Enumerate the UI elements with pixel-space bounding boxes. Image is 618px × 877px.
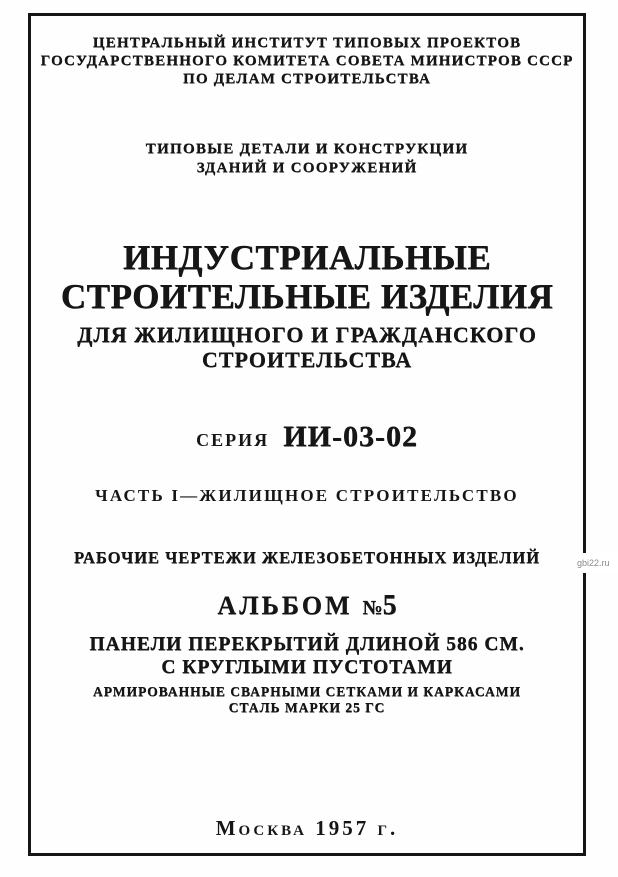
org-header-line3: ПО ДЕЛАМ СТРОИТЕЛЬСТВА	[182, 71, 432, 87]
imprint-city-year: Москва 1957 г.	[215, 816, 399, 840]
org-header	[28, 34, 586, 88]
main-title	[28, 238, 586, 316]
album-label: АЛЬБОМ	[217, 591, 353, 620]
main-title-line1: ИНДУСТРИАЛЬНЫЕ	[122, 238, 492, 277]
part-line: ЧАСТЬ I—ЖИЛИЩНОЕ СТРОИТЕЛЬСТВО	[95, 486, 519, 505]
main-subtitle-line2: СТРОИТЕЛЬСТВА	[201, 347, 413, 372]
series-code: ИИ-03-02	[283, 420, 418, 453]
series-label: СЕРИЯ	[196, 430, 270, 450]
doc-type-header	[28, 140, 586, 178]
drawings-line: РАБОЧИЕ ЧЕРТЕЖИ ЖЕЛЕЗОБЕТОННЫХ ИЗДЕЛИЙ	[73, 548, 541, 567]
subject-line1: ПАНЕЛИ ПЕРЕКРЫТИЙ ДЛИНОЙ 586 СМ.	[89, 634, 525, 655]
album-number: 5	[382, 590, 397, 621]
org-header-line2: ГОСУДАРСТВЕННОГО КОМИТЕТА СОВЕТА МИНИСТРОВ СССР	[40, 53, 574, 69]
main-subtitle-line1: ДЛЯ ЖИЛИЩНОГО И ГРАЖДАНСКОГО	[77, 322, 537, 347]
album-number-sign: №	[362, 597, 383, 619]
org-header-line1: ЦЕНТРАЛЬНЫЙ ИНСТИТУТ ТИПОВЫХ ПРОЕКТОВ	[92, 35, 522, 51]
subject-line2: С КРУГЛЫМИ ПУСТОТАМИ	[161, 657, 453, 678]
main-subtitle	[28, 322, 586, 372]
watermark-label: gbi22.ru	[576, 553, 618, 573]
series-line	[28, 420, 586, 460]
doc-type-line2: ЗДАНИЙ И СООРУЖЕНИЙ	[196, 160, 418, 176]
reinforcement-line1: АРМИРОВАННЫЕ СВАРНЫМИ СЕТКАМИ И КАРКАСАМИ	[93, 684, 521, 699]
reinforcement-line2: СТАЛЬ МАРКИ 25 ГС	[228, 699, 386, 715]
main-title-line2: СТРОИТЕЛЬНЫЕ ИЗДЕЛИЯ	[60, 277, 554, 316]
reinforcement-lines	[28, 684, 586, 715]
subject-lines	[28, 633, 586, 679]
doc-type-line1: ТИПОВЫЕ ДЕТАЛИ И КОНСТРУКЦИИ	[145, 141, 469, 157]
album-line	[28, 590, 586, 622]
